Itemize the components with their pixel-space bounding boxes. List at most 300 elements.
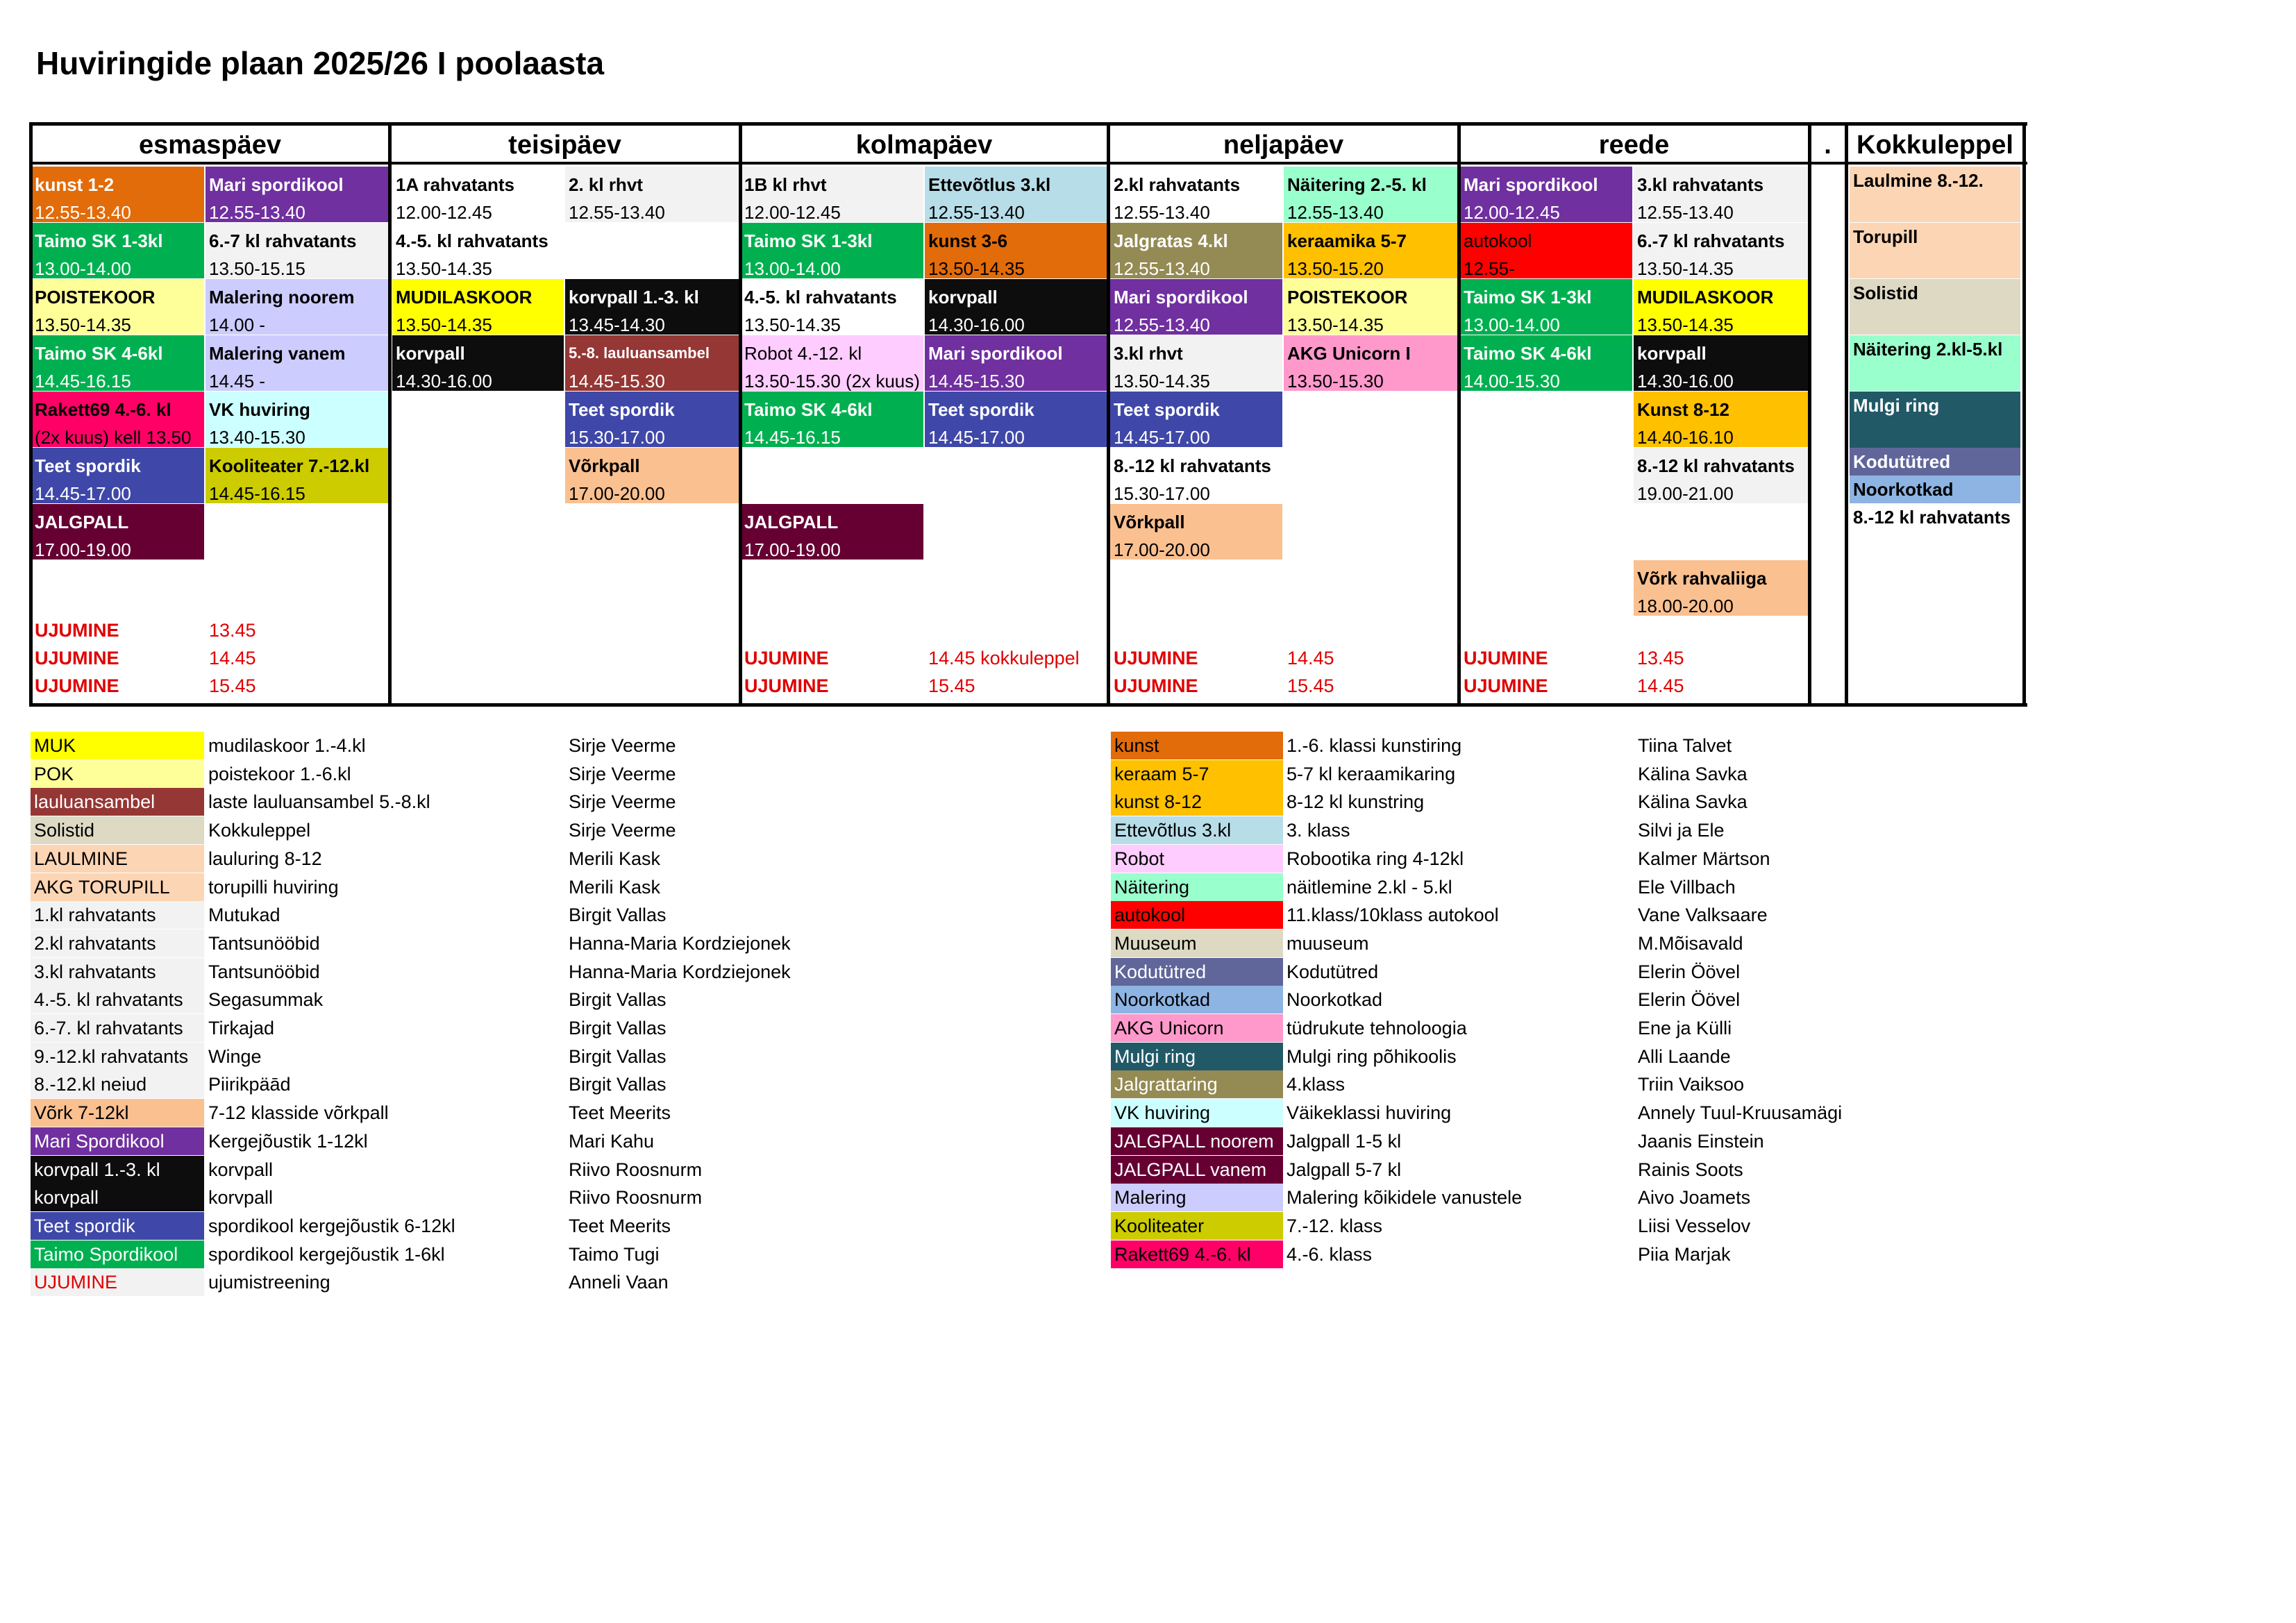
legend-code: kunst 8-12: [1111, 788, 1283, 816]
activity-name: Võrk rahvaliiga: [1637, 568, 1767, 589]
legend-teacher: Piia Marjak: [1638, 1243, 1731, 1265]
activity-cell: [392, 279, 564, 335]
activity-name: Teet spordik: [1114, 399, 1220, 420]
legend-teacher: Silvi ja Ele: [1638, 820, 1725, 841]
activity-cell: [206, 167, 391, 222]
legend-description: poistekoor 1.-6.kl: [208, 763, 351, 784]
activity-name: Taimo SK 1-3kl: [744, 230, 873, 251]
legend-code: korvpall 1.-3. kl: [31, 1156, 204, 1184]
activity-name: POISTEKOOR: [1287, 287, 1408, 308]
legend-code: Võrk 7-12kl: [31, 1099, 204, 1127]
legend-description: Väikeklassi huviring: [1287, 1102, 1452, 1124]
activity-time: 13.50-14.35: [1637, 258, 1734, 278]
legend-teacher: Ele Villbach: [1638, 876, 1736, 898]
activity-cell: [1460, 223, 1632, 278]
legend-description: muuseum: [1287, 932, 1369, 954]
swimming-time: 14.45: [1637, 675, 1684, 696]
activity-time: 19.00-21.00: [1637, 483, 1734, 503]
activity-name: 4.-5. kl rahvatants: [396, 230, 548, 251]
activity-time: 12.55-13.40: [209, 202, 305, 222]
activity-cell: [1110, 167, 1282, 222]
activity-time: 14.30-16.00: [396, 371, 492, 391]
activity-time: 13.40-15.30: [209, 427, 305, 447]
activity-name: Näitering 2.-5. kl: [1287, 174, 1427, 195]
activity-name: Mari spordikool: [928, 343, 1063, 364]
activity-cell: [206, 392, 391, 447]
activity-cell: [1110, 279, 1282, 335]
activity-cell: [741, 392, 923, 447]
legend-teacher: Riivo Roosnurm: [569, 1159, 703, 1180]
legend-code: 2.kl rahvatants: [31, 930, 204, 957]
table-border: [31, 703, 2027, 707]
legend-code: 8.-12.kl neiud: [31, 1070, 204, 1098]
activity-time: 13.00-14.00: [744, 258, 841, 278]
activity-time: 14.40-16.10: [1637, 427, 1734, 447]
activity-name: Taimo SK 4-6kl: [1464, 343, 1592, 364]
legend-teacher: Teet Meerits: [569, 1215, 671, 1236]
activity-name: Mari spordikool: [1114, 287, 1248, 308]
legend-description: 4.klass: [1287, 1074, 1346, 1095]
legend-code: MUK: [31, 732, 204, 759]
day-header: kolmapäev: [855, 131, 993, 160]
activity-time: 12.00-12.45: [744, 202, 841, 222]
legend-teacher: M.Mõisavald: [1638, 932, 1743, 954]
activity-cell: [392, 223, 564, 278]
legend-teacher: Riivo Roosnurm: [569, 1187, 703, 1209]
activity-time: 14.00 -: [209, 314, 265, 335]
activity-name: kunst 3-6: [928, 230, 1008, 251]
legend-teacher: Mari Kahu: [569, 1130, 655, 1152]
activity-name: Ettevõtlus 3.kl: [928, 174, 1051, 195]
kokkuleppel-label: 8.-12 kl rahvatants: [1853, 507, 2011, 528]
legend-description: Mutukad: [208, 905, 280, 926]
table-border: [2022, 122, 2026, 707]
activity-time: 17.00-19.00: [744, 539, 841, 560]
legend-description: spordikool kergejõustik 1-6kl: [208, 1243, 445, 1265]
legend-teacher: Kälina Savka: [1638, 763, 1748, 784]
activity-cell: [31, 504, 204, 560]
legend-teacher: Birgit Vallas: [569, 1045, 667, 1067]
activity-time: 12.55-13.40: [569, 202, 665, 222]
activity-name: korvpall: [396, 343, 465, 364]
activity-name: korvpall: [928, 287, 998, 308]
legend-teacher: Liisi Vesselov: [1638, 1215, 1751, 1236]
activity-cell: [741, 167, 923, 222]
activity-time: 13.00-14.00: [35, 258, 131, 278]
legend-code: Malering: [1111, 1184, 1283, 1211]
legend-description: mudilaskoor 1.-4.kl: [208, 735, 366, 756]
activity-cell: [206, 279, 391, 335]
legend-description: Segasummak: [208, 989, 324, 1011]
activity-time: 15.30-17.00: [1114, 483, 1210, 503]
swimming-label: UJUMINE: [35, 620, 119, 641]
legend-teacher: Birgit Vallas: [569, 1018, 667, 1038]
activity-name: Malering noorem: [209, 287, 355, 308]
swimming-time: 14.45 kokkuleppel: [928, 648, 1080, 668]
legend-description: 11.klass/10klass autokool: [1287, 905, 1499, 926]
activity-cell: [565, 279, 739, 335]
legend-code: kunst: [1111, 732, 1283, 759]
activity-cell: [1110, 504, 1282, 560]
legend-code: Robot: [1111, 845, 1283, 873]
activity-time: 12.55-: [1464, 258, 1515, 278]
legend-teacher: Vane Valksaare: [1638, 905, 1768, 926]
legend-teacher: Kälina Savka: [1638, 791, 1748, 813]
activity-cell: [741, 504, 923, 560]
legend-description: 7-12 klasside võrkpall: [208, 1102, 389, 1124]
legend-code: Kooliteater: [1111, 1212, 1283, 1240]
activity-time: 13.50-14.35: [396, 258, 492, 278]
table-border: [1107, 122, 1110, 707]
legend-code: JALGPALL vanem: [1111, 1156, 1283, 1184]
legend-description: laste lauluansambel 5.-8.kl: [208, 791, 430, 813]
activity-name: POISTEKOOR: [35, 287, 156, 308]
day-header: neljapäev: [1223, 131, 1344, 160]
activity-name: 8.-12 kl rahvatants: [1637, 455, 1795, 476]
activity-time: 14.00-15.30: [1464, 371, 1560, 391]
activity-time: 13.50-15.30 (2x kuus): [744, 371, 920, 391]
day-header: esmaspäev: [139, 131, 281, 160]
activity-cell: [1284, 223, 1459, 278]
activity-cell: [1460, 335, 1632, 391]
activity-cell: [741, 223, 923, 278]
kokkuleppel-item: [1850, 279, 2020, 335]
legend-teacher: Teet Meerits: [569, 1102, 671, 1124]
activity-cell: [1634, 279, 1809, 335]
activity-name: 2.kl rahvatants: [1114, 174, 1241, 195]
legend-code: Mulgi ring: [1111, 1043, 1283, 1070]
legend-teacher: Sirje Veerme: [569, 735, 676, 756]
activity-time: 14.45-17.00: [928, 427, 1025, 447]
activity-time: 14.45-16.15: [209, 483, 305, 503]
activity-time: 13.50-14.35: [1114, 371, 1210, 391]
legend-description: 8-12 kl kunstring: [1287, 791, 1425, 813]
activity-name: Taimo SK 4-6kl: [35, 343, 163, 364]
activity-time: 14.45-17.00: [35, 483, 131, 503]
day-header: reede: [1598, 131, 1670, 160]
activity-name: Taimo SK 4-6kl: [744, 399, 873, 420]
activity-name: Mari spordikool: [1464, 174, 1598, 195]
table-border: [1457, 122, 1461, 707]
activity-time: 14.45 -: [209, 371, 265, 391]
legend-code: VK huviring: [1111, 1099, 1283, 1127]
table-border: [1808, 122, 1811, 707]
legend-teacher: Elerin Öövel: [1638, 961, 1741, 982]
activity-name: korvpall: [1637, 343, 1707, 364]
legend-code: keraam 5-7: [1111, 760, 1283, 788]
day-header: .: [1824, 131, 1832, 160]
legend-code: Näitering: [1111, 873, 1283, 901]
legend-description: Malering kõikidele vanustele: [1287, 1187, 1523, 1209]
legend-code: Solistid: [31, 816, 204, 844]
activity-name: 3.kl rhvt: [1114, 343, 1183, 364]
activity-cell: [1110, 448, 1282, 503]
legend-code: UJUMINE: [31, 1268, 204, 1296]
legend-description: Kergejõustik 1-12kl: [208, 1130, 368, 1152]
legend-description: torupilli huviring: [208, 876, 339, 898]
activity-name: MUDILASKOOR: [396, 287, 533, 308]
activity-time: 13.50-15.30: [1287, 371, 1384, 391]
activity-time: 12.00-12.45: [396, 202, 492, 222]
swimming-label: UJUMINE: [744, 675, 829, 696]
table-border: [739, 122, 742, 707]
kokkuleppel-label: Torupill: [1853, 226, 1918, 247]
activity-name: JALGPALL: [35, 512, 129, 532]
activity-name: kunst 1-2: [35, 174, 115, 195]
legend-teacher: Tiina Talvet: [1638, 735, 1732, 756]
activity-time: 12.00-12.45: [1464, 202, 1560, 222]
kokkuleppel-item: [1850, 448, 2020, 476]
activity-time: 12.55-13.40: [1637, 202, 1734, 222]
activity-cell: [565, 392, 739, 447]
legend-teacher: Birgit Vallas: [569, 989, 667, 1011]
activity-cell: [206, 448, 391, 503]
activity-cell: [565, 167, 739, 222]
activity-cell: [1284, 335, 1459, 391]
activity-cell: [1634, 167, 1809, 222]
swimming-label: UJUMINE: [35, 675, 119, 696]
activity-name: Teet spordik: [569, 399, 675, 420]
activity-cell: [925, 335, 1109, 391]
swimming-time: 15.45: [1287, 675, 1334, 696]
legend-description: lauluring 8-12: [208, 848, 322, 869]
legend-code: 4.-5. kl rahvatants: [31, 986, 204, 1014]
activity-cell: [925, 279, 1109, 335]
legend-description: Mulgi ring põhikoolis: [1287, 1045, 1457, 1067]
activity-time: 18.00-20.00: [1637, 596, 1734, 616]
activity-time: 14.45-16.15: [35, 371, 131, 391]
activity-time: 17.00-20.00: [569, 483, 665, 503]
legend-description: Piirikpäād: [208, 1074, 291, 1095]
swimming-time: 13.45: [209, 620, 256, 641]
activity-cell: [31, 448, 204, 503]
activity-cell: [925, 223, 1109, 278]
legend-teacher: Merili Kask: [569, 876, 661, 898]
legend-description: Robootika ring 4-12kl: [1287, 848, 1464, 869]
swimming-label: UJUMINE: [35, 648, 119, 668]
activity-time: 13.50-14.35: [396, 314, 492, 335]
legend-teacher: Birgit Vallas: [569, 1074, 667, 1095]
activity-name: autokool: [1464, 230, 1532, 251]
activity-name: Mari spordikool: [209, 174, 344, 195]
activity-name: keraamika 5-7: [1287, 230, 1407, 251]
activity-name: Võrkpall: [569, 455, 640, 476]
activity-cell: [31, 392, 204, 447]
activity-name: Taimo SK 1-3kl: [35, 230, 163, 251]
activity-name: Malering vanem: [209, 343, 346, 364]
activity-cell: [206, 335, 391, 391]
activity-name: Kunst 8-12: [1637, 399, 1729, 420]
kokkuleppel-item: [1850, 167, 2020, 222]
swimming-time: 14.45: [1287, 648, 1334, 668]
legend-teacher: Ene ja Külli: [1638, 1018, 1732, 1038]
table-border: [31, 122, 2027, 126]
activity-time: 13.50-15.15: [209, 258, 305, 278]
activity-time: 12.55-13.40: [35, 202, 131, 222]
day-header: teisipäev: [508, 131, 621, 160]
legend-description: korvpall: [208, 1187, 274, 1209]
activity-time: 13.50-14.35: [928, 258, 1025, 278]
activity-cell: [1460, 167, 1632, 222]
activity-name: Kooliteater 7.-12.kl: [209, 455, 370, 476]
table-border: [1845, 122, 1848, 707]
activity-time: 12.55-13.40: [928, 202, 1025, 222]
legend-description: 3. klass: [1287, 820, 1350, 841]
legend-teacher: Jaanis Einstein: [1638, 1130, 1764, 1152]
legend-teacher: Sirje Veerme: [569, 791, 676, 813]
legend-teacher: Taimo Tugi: [569, 1243, 660, 1265]
activity-name: 3.kl rahvatants: [1637, 174, 1764, 195]
legend-code: Ettevõtlus 3.kl: [1111, 816, 1283, 844]
activity-cell: [1634, 223, 1809, 278]
activity-cell: [1634, 335, 1809, 391]
legend-description: spordikool kergejõustik 6-12kl: [208, 1215, 455, 1236]
activity-cell: [925, 392, 1109, 447]
kokkuleppel-item: [1850, 476, 2020, 503]
legend-code: POK: [31, 760, 204, 788]
activity-cell: [1284, 167, 1459, 222]
legend-code: Mari Spordikool: [31, 1127, 204, 1155]
activity-name: 5.-8. lauluansambel: [569, 344, 710, 362]
legend-teacher: Birgit Vallas: [569, 905, 667, 926]
activity-name: AKG Unicorn I: [1287, 343, 1411, 364]
activity-name: 8.-12 kl rahvatants: [1114, 455, 1271, 476]
activity-time: 14.45-16.15: [744, 427, 841, 447]
page-title: Huviringide plaan 2025/26 I poolaasta: [36, 45, 605, 81]
activity-time: 14.45-17.00: [1114, 427, 1210, 447]
legend-teacher: Sirje Veerme: [569, 763, 676, 784]
kokkuleppel-label: Mulgi ring: [1853, 395, 1940, 416]
activity-cell: [1110, 223, 1282, 278]
activity-cell: [1634, 448, 1809, 503]
activity-name: 2. kl rhvt: [569, 174, 643, 195]
activity-cell: [925, 167, 1109, 222]
legend-teacher: Merili Kask: [569, 848, 661, 869]
activity-cell: [31, 223, 204, 278]
legend-code: 1.kl rahvatants: [31, 901, 204, 929]
activity-cell: [1110, 335, 1282, 391]
swimming-time: 15.45: [209, 675, 256, 696]
activity-time: (2x kuus) kell 13.50: [35, 427, 192, 447]
activity-name: Robot 4.-12. kl: [744, 343, 862, 364]
activity-cell: [206, 223, 391, 278]
kokkuleppel-label: Laulmine 8.-12.: [1853, 170, 1984, 191]
legend-description: Tantsunööbid: [208, 932, 320, 954]
activity-cell: [1460, 279, 1632, 335]
legend-description: Noorkotkad: [1287, 989, 1383, 1011]
legend-description: Kokkuleppel: [208, 820, 311, 841]
kokkuleppel-item: [1850, 335, 2020, 391]
legend-teacher: Hanna-Maria Kordziejonek: [569, 961, 791, 982]
legend-teacher: Kalmer Märtson: [1638, 848, 1770, 869]
activity-time: 13.50-14.35: [744, 314, 841, 335]
legend-code: 3.kl rahvatants: [31, 958, 204, 986]
legend-teacher: Alli Laande: [1638, 1045, 1731, 1067]
swimming-label: UJUMINE: [1464, 675, 1548, 696]
activity-cell: [392, 335, 564, 391]
legend-code: Taimo Spordikool: [31, 1241, 204, 1268]
legend-description: näitlemine 2.kl - 5.kl: [1287, 876, 1452, 898]
activity-cell: [565, 335, 739, 391]
activity-time: 13.50-14.35: [35, 314, 131, 335]
kokkuleppel-label: Solistid: [1853, 283, 1918, 303]
legend-code: AKG TORUPILL: [31, 873, 204, 901]
legend-teacher: Anneli Vaan: [569, 1272, 669, 1293]
activity-cell: [1634, 392, 1809, 447]
legend-description: ujumistreening: [208, 1272, 330, 1293]
legend-code: Teet spordik: [31, 1212, 204, 1240]
kokkuleppel-label: Kodutütred: [1853, 451, 1951, 472]
legend-code: 9.-12.kl rahvatants: [31, 1043, 204, 1070]
swimming-label: UJUMINE: [1114, 648, 1198, 668]
legend-teacher: Rainis Soots: [1638, 1159, 1743, 1180]
legend-code: autokool: [1111, 901, 1283, 929]
activity-cell: [1284, 279, 1459, 335]
activity-cell: [1110, 392, 1282, 447]
activity-name: 1B kl rhvt: [744, 174, 827, 195]
swimming-label: UJUMINE: [1464, 648, 1548, 668]
table-border: [29, 122, 33, 707]
legend-code: korvpall: [31, 1184, 204, 1211]
legend-code: Jalgrattaring: [1111, 1070, 1283, 1098]
swimming-time: 15.45: [928, 675, 975, 696]
legend-code: Kodutütred: [1111, 958, 1283, 986]
legend-description: 1.-6. klassi kunstiring: [1287, 735, 1462, 756]
activity-time: 17.00-19.00: [35, 539, 131, 560]
legend-code: lauluansambel: [31, 788, 204, 816]
legend-code: 6.-7. kl rahvatants: [31, 1014, 204, 1042]
legend-teacher: Annely Tuul-Kruusamägi: [1638, 1102, 1843, 1124]
activity-time: 13.50-14.35: [1287, 314, 1384, 335]
legend-description: Jalgpall 5-7 kl: [1287, 1159, 1402, 1180]
activity-name: 6.-7 kl rahvatants: [1637, 230, 1785, 251]
activity-time: 12.55-13.40: [1114, 314, 1210, 335]
swimming-label: UJUMINE: [744, 648, 829, 668]
kokkuleppel-item: [1850, 503, 2020, 531]
legend-description: Winge: [208, 1045, 262, 1067]
activity-cell: [741, 335, 923, 391]
activity-cell: [392, 167, 564, 222]
activity-name: JALGPALL: [744, 512, 839, 532]
activity-name: 1A rahvatants: [396, 174, 514, 195]
swimming-time: 14.45: [209, 648, 256, 668]
activity-time: 13.50-14.35: [1637, 314, 1734, 335]
legend-description: tüdrukute tehnoloogia: [1287, 1018, 1467, 1038]
activity-cell: [31, 335, 204, 391]
activity-time: 13.00-14.00: [1464, 314, 1560, 335]
activity-time: 17.00-20.00: [1114, 539, 1210, 560]
legend-teacher: Aivo Joamets: [1638, 1187, 1751, 1209]
legend-description: korvpall: [208, 1159, 274, 1180]
legend-description: 7.-12. klass: [1287, 1215, 1383, 1236]
activity-name: Teet spordik: [928, 399, 1034, 420]
activity-name: MUDILASKOOR: [1637, 287, 1774, 308]
legend-code: Rakett69 4.-6. kl: [1111, 1241, 1283, 1268]
activity-cell: [741, 279, 923, 335]
activity-cell: [565, 448, 739, 503]
legend-description: Tantsunööbid: [208, 961, 320, 982]
legend-description: Kodutütred: [1287, 961, 1379, 982]
day-header: Kokkuleppel: [1857, 131, 2013, 160]
activity-name: Taimo SK 1-3kl: [1464, 287, 1592, 308]
legend-teacher: Elerin Öövel: [1638, 989, 1741, 1011]
swimming-label: UJUMINE: [1114, 675, 1198, 696]
legend-teacher: Triin Vaiksoo: [1638, 1074, 1745, 1095]
activity-time: 12.55-13.40: [1114, 258, 1210, 278]
activity-cell: [31, 167, 204, 222]
legend-code: AKG Unicorn: [1111, 1014, 1283, 1042]
activity-time: 12.55-13.40: [1287, 202, 1384, 222]
